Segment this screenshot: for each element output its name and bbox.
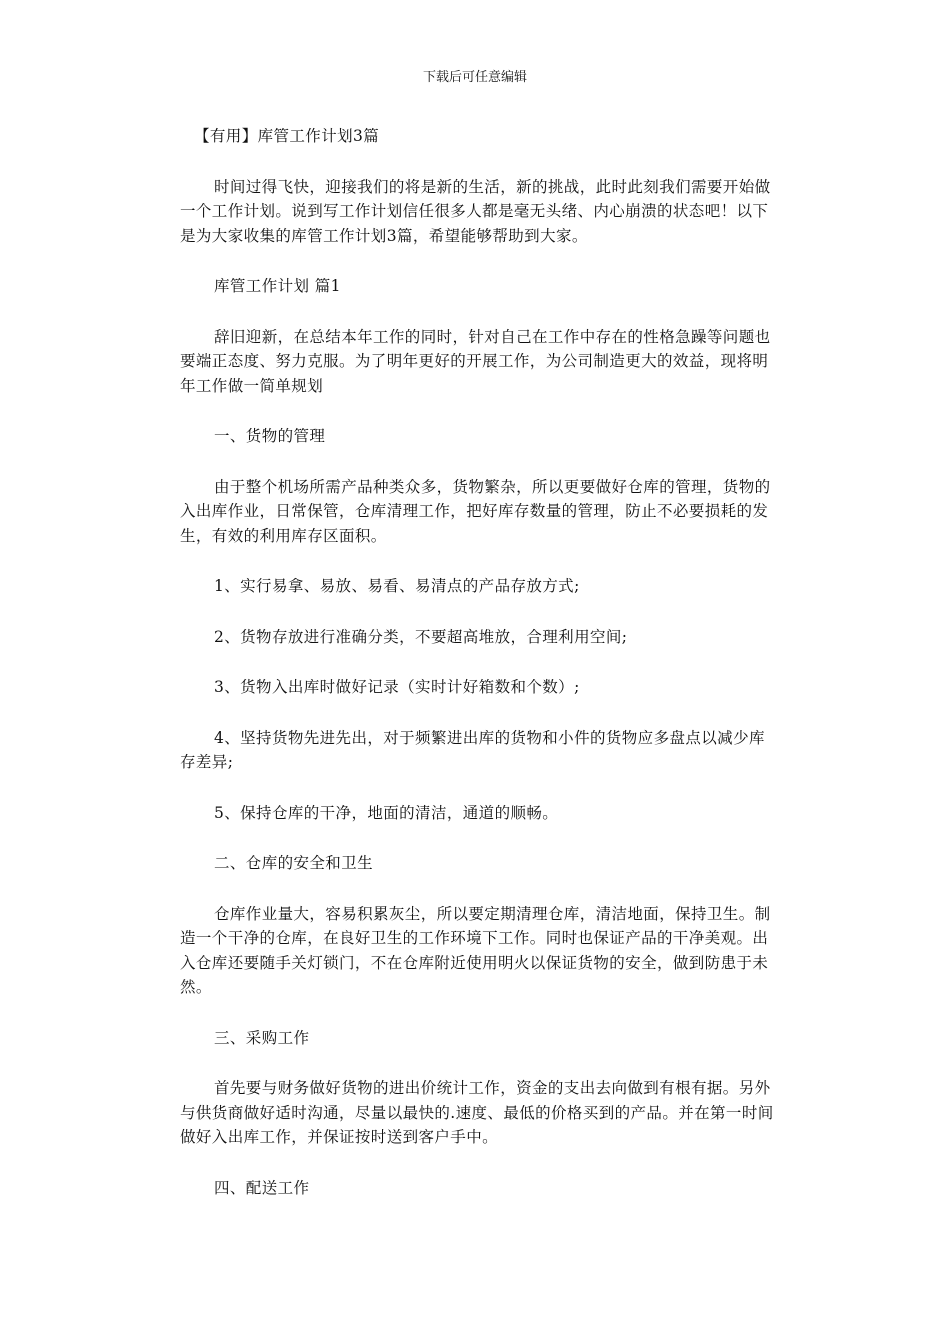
heading-procurement: 三、采购工作 <box>214 1028 310 1047</box>
document-body <box>180 124 780 1200</box>
list-item-5: 5、保持仓库的干净，地面的清洁，通道的顺畅。 <box>214 803 559 822</box>
heading-safety-hygiene: 二、仓库的安全和卫生 <box>214 854 374 872</box>
document-title: 【有用】库管工作计划3篇 <box>194 127 380 145</box>
list-item-3: 3、货物入出库时做好记录（实时计好箱数和个数）; <box>214 678 580 696</box>
list-item-2: 2、货物存放进行准确分类，不要超高堆放，合理利用空间; <box>214 627 628 646</box>
intro-paragraph: 时间过得飞快，迎接我们的将是新的生活，新的挑战，此时此刻我们需要开始做一个工作计划。说到写工作计划信任很多人都是毫无头绪、内心崩溃的状态吧！以下是为大家收集的库管工作计划3篇，希望能够帮助到大家。 <box>180 177 771 245</box>
paragraph-2: 由于整个机场所需产品种类众多，货物繁杂，所以更要做好仓库的管理，货物的入出库作业，日常保管，仓库清理工作，把好库存数量的管理，防止不必要损耗的发生，有效的利用库存区面积。 <box>180 477 771 545</box>
heading-delivery: 四、配送工作 <box>214 1178 310 1197</box>
paragraph-3: 仓库作业量大，容易积累灰尘，所以要定期清理仓库，清洁地面，保持卫生。制造一个干净的仓库，在良好卫生的工作环境下工作。同时也保证产品的干净美观。出入仓库还要随手关灯锁门，不在仓库附近使用明火以保证货物的安全，做到防患于未然。 <box>180 904 771 996</box>
header-note: 下载后可任意编辑 <box>422 70 527 85</box>
heading-goods-management: 一、货物的管理 <box>214 427 326 445</box>
list-item-4: 4、坚持货物先进先出，对于频繁进出库的货物和小件的货物应多盘点以减少库存差异; <box>180 728 765 771</box>
paragraph-1: 辞旧迎新，在总结本年工作的同时，针对自己在工作中存在的性格急躁等问题也要端正态度、努力克服。为了明年更好的开展工作，为公司制造更大的效益，现将明年工作做一简单规划 <box>180 327 771 395</box>
paragraph-4: 首先要与财务做好货物的进出价统计工作，资金的支出去向做到有根有据。另外与供货商做好适时沟通，尽量以最快的.速度、最低的价格买到的产品。并在第一时间做好入出库工作，并保证按时送到客户手中。 <box>180 1079 774 1146</box>
list-item-1: 1、实行易拿、易放、易看、易清点的产品存放方式; <box>214 577 580 595</box>
section-title: 库管工作计划 篇1 <box>214 277 341 295</box>
